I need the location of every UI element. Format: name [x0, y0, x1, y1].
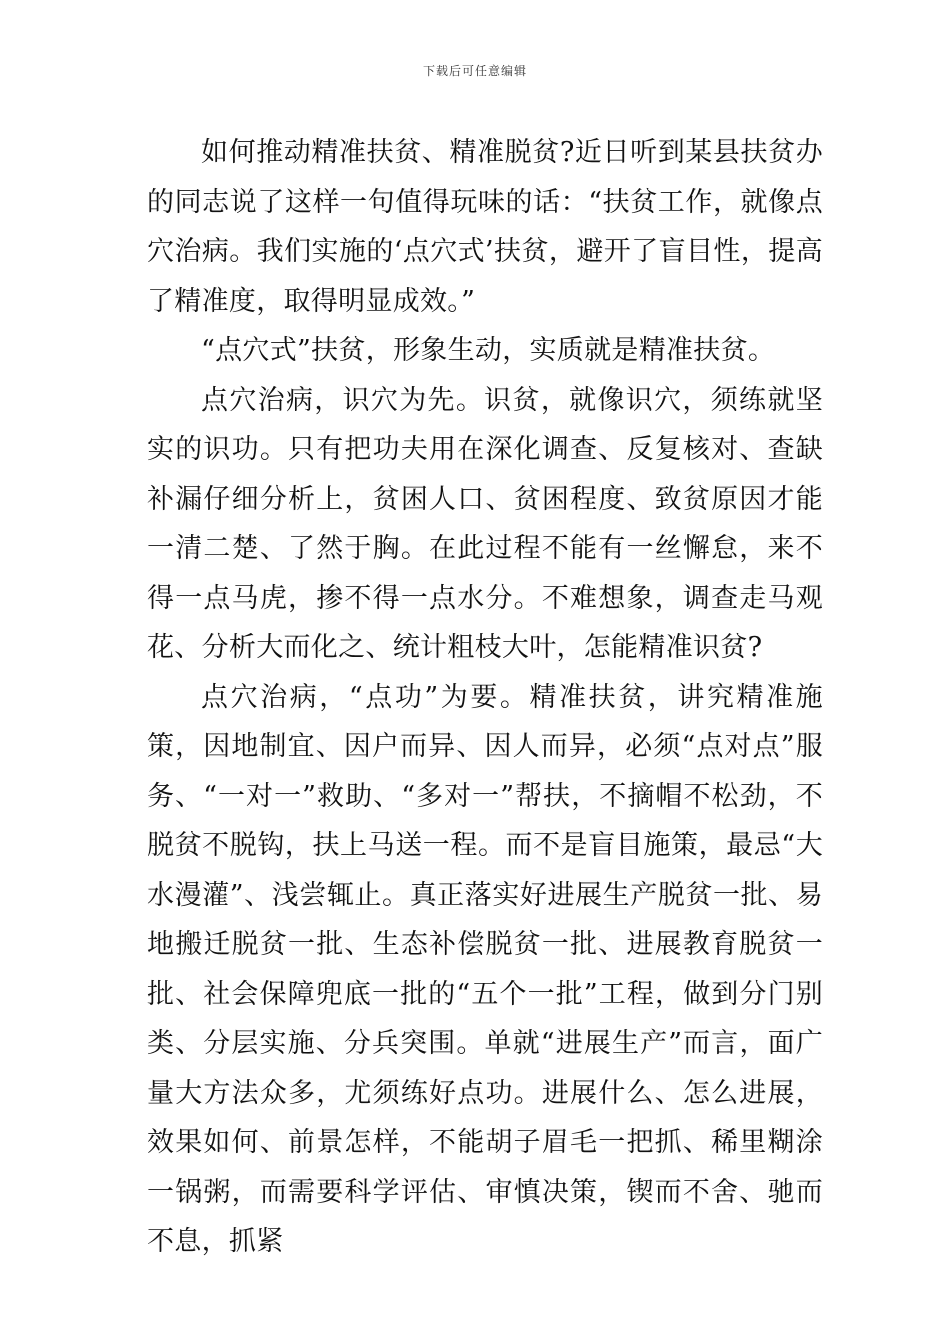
- page-header-note: 下载后可任意编辑: [422, 64, 527, 78]
- paragraph-precise-measures: 点穴治病，“点功”为要。精准扶贫，讲究精准施策，因地制宜、因户而异、因人而异，必须“点对点”服务、“一对一”救助、“多对一”帮扶，不摘帽不松劲，不脱贫不脱钩，扶上马送一程。而不是盲目施策，最忌“大水漫灌”、浅尝辄止。真正落实好进展生产脱贫一批、易地搬迁脱贫一批、生态补偿脱贫一批、进展教育脱贫一批、社会保障兜底一批的“五个一批”工程，做到分门别类、分层实施、分兵突围。单就“进展生产”而言，面广量大方法众多，尤须练好点功。进展什么、怎么进展，效果如何、前景怎样，不能胡子眉毛一把抓、稀里糊涂一锅粥，而需要科学评估、审慎决策，锲而不舍、驰而不息，抓紧: [147, 681, 823, 1257]
- paragraph-summary: “点穴式”扶贫，形象生动，实质就是精准扶贫。: [201, 335, 776, 366]
- document-body: [147, 128, 823, 1267]
- paragraph-intro: 如何推动精准扶贫、精准脱贫?近日听到某县扶贫办的同志说了这样一句值得玩味的话：“扶贫工作，就像点穴治病。我们实施的‘点穴式’扶贫，避开了盲目性，提高了精准度，取得明显成效。”: [147, 137, 823, 317]
- paragraph-identify-poverty: 点穴治病，识穴为先。识贫，就像识穴，须练就坚实的识功。只有把功夫用在深化调查、反复核对、查缺补漏仔细分析上，贫困人口、贫困程度、致贫原因才能一清二楚、了然于胸。在此过程不能有一丝懈怠，来不得一点马虎，掺不得一点水分。不难想象，调查走马观花、分析大而化之、统计粗枝大叶，怎能精准识贫?: [147, 384, 823, 663]
